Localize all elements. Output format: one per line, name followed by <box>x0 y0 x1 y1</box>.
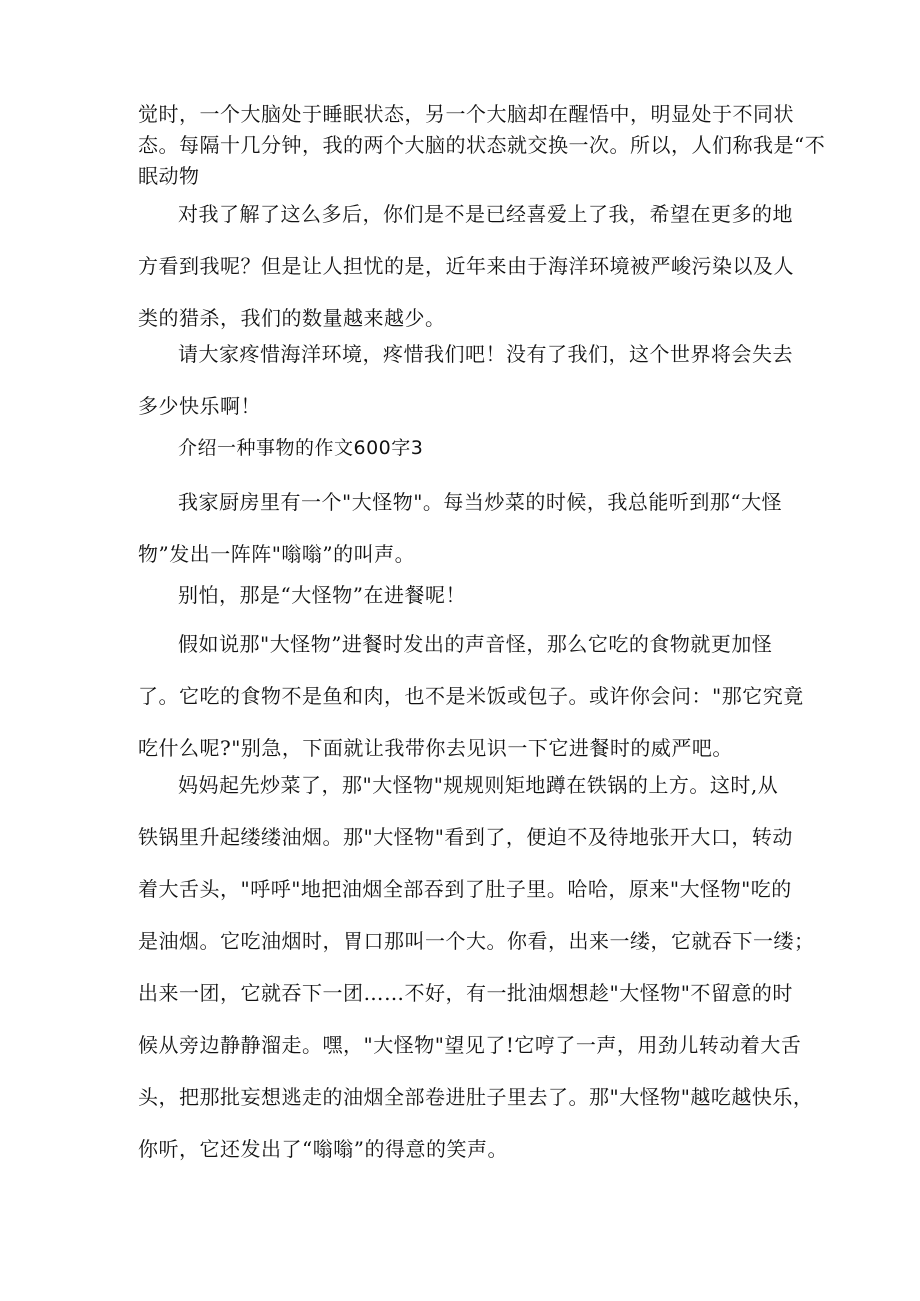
text-line: 请大家疼惜海洋环境，疼惜我们吧！没有了我们，这个世界将会失去 <box>178 342 793 366</box>
heading-text: 介绍一种事物的作文600字3 <box>178 437 424 459</box>
text-line: 铁锅里升起缕缕油烟。那"大怪物"看到了，便迫不及待地张开大口，转动 <box>138 825 793 849</box>
text-line: 物”发出一阵阵"嗡嗡”的叫声。 <box>138 542 416 566</box>
text-line: 妈妈起先炒菜了，那"大怪物"规规则矩地蹲在铁锅的上方。这时,从 <box>178 773 779 797</box>
paragraph-sleep-state <box>138 99 826 192</box>
text-line: 眠动物 <box>138 164 200 188</box>
text-line: 多少快乐啊！ <box>138 394 261 418</box>
text-line: 觉时，一个大脑处于睡眠状态，另一个大脑却在醒悟中，明显处于不同状 <box>138 102 794 126</box>
text-line: 别怕，那是“大怪物”在进餐呢！ <box>178 583 466 607</box>
text-line: 态。每隔十几分钟，我的两个大脑的状态就交换一次。所以，人们称我是“不 <box>138 133 826 157</box>
paragraph-strange-food <box>138 618 804 774</box>
text-line: 对我了解了这么多后，你们是不是已经喜爱上了我，希望在更多的地 <box>178 202 793 226</box>
text-line: 头，把那批妄想逃走的油烟全部卷进肚子里去了。那"大怪物"越吃越快乐， <box>138 1085 814 1109</box>
text-line: 是油烟。它吃油烟时，胃口那叫一个大。你看，出来一缕，它就吞下一缕； <box>138 929 815 953</box>
text-line: 吃什么呢?"别急，下面就让我带你去见识一下它进餐时的威严吧。 <box>138 736 733 760</box>
text-line: 类的猎杀，我们的数量越来越少。 <box>138 306 446 330</box>
text-line: 假如说那"大怪物”进餐时发出的声音怪，那么它吃的食物就更加怪 <box>178 632 773 656</box>
text-line: 你听，它还发出了“嗡嗡”的得意的笑声。 <box>138 1137 508 1161</box>
paragraph-protect-ocean <box>138 328 793 432</box>
text-line: 着大舌头，"呼呼"地把油烟全部吞到了肚子里。哈哈，原来"大怪物"吃的 <box>138 877 792 901</box>
paragraph-kitchen-monster <box>138 476 788 580</box>
paragraph-eating-smoke <box>138 759 815 1175</box>
text-line: 出来一团，它就吞下一团……不好，有一批油烟想趁"大怪物"不留意的时 <box>138 981 793 1005</box>
text-line: 候从旁边静静溜走。嘿，"大怪物"望见了!它哼了一声，用劲儿转动着大舌 <box>138 1033 802 1057</box>
text-line: 我家厨房里有一个"大怪物"。每当炒菜的时候，我总能听到那“大怪 <box>178 490 783 514</box>
paragraph-dont-fear <box>138 569 788 621</box>
text-line: 了。它吃的食物不是鱼和肉，也不是米饭或包子。或许你会问："那它究竟 <box>138 684 804 708</box>
text-line: 方看到我呢？但是让人担忧的是，近年来由于海洋环境被严峻污染以及人 <box>138 254 794 278</box>
paragraph-population-decline <box>138 188 794 344</box>
essay-heading <box>138 422 788 474</box>
